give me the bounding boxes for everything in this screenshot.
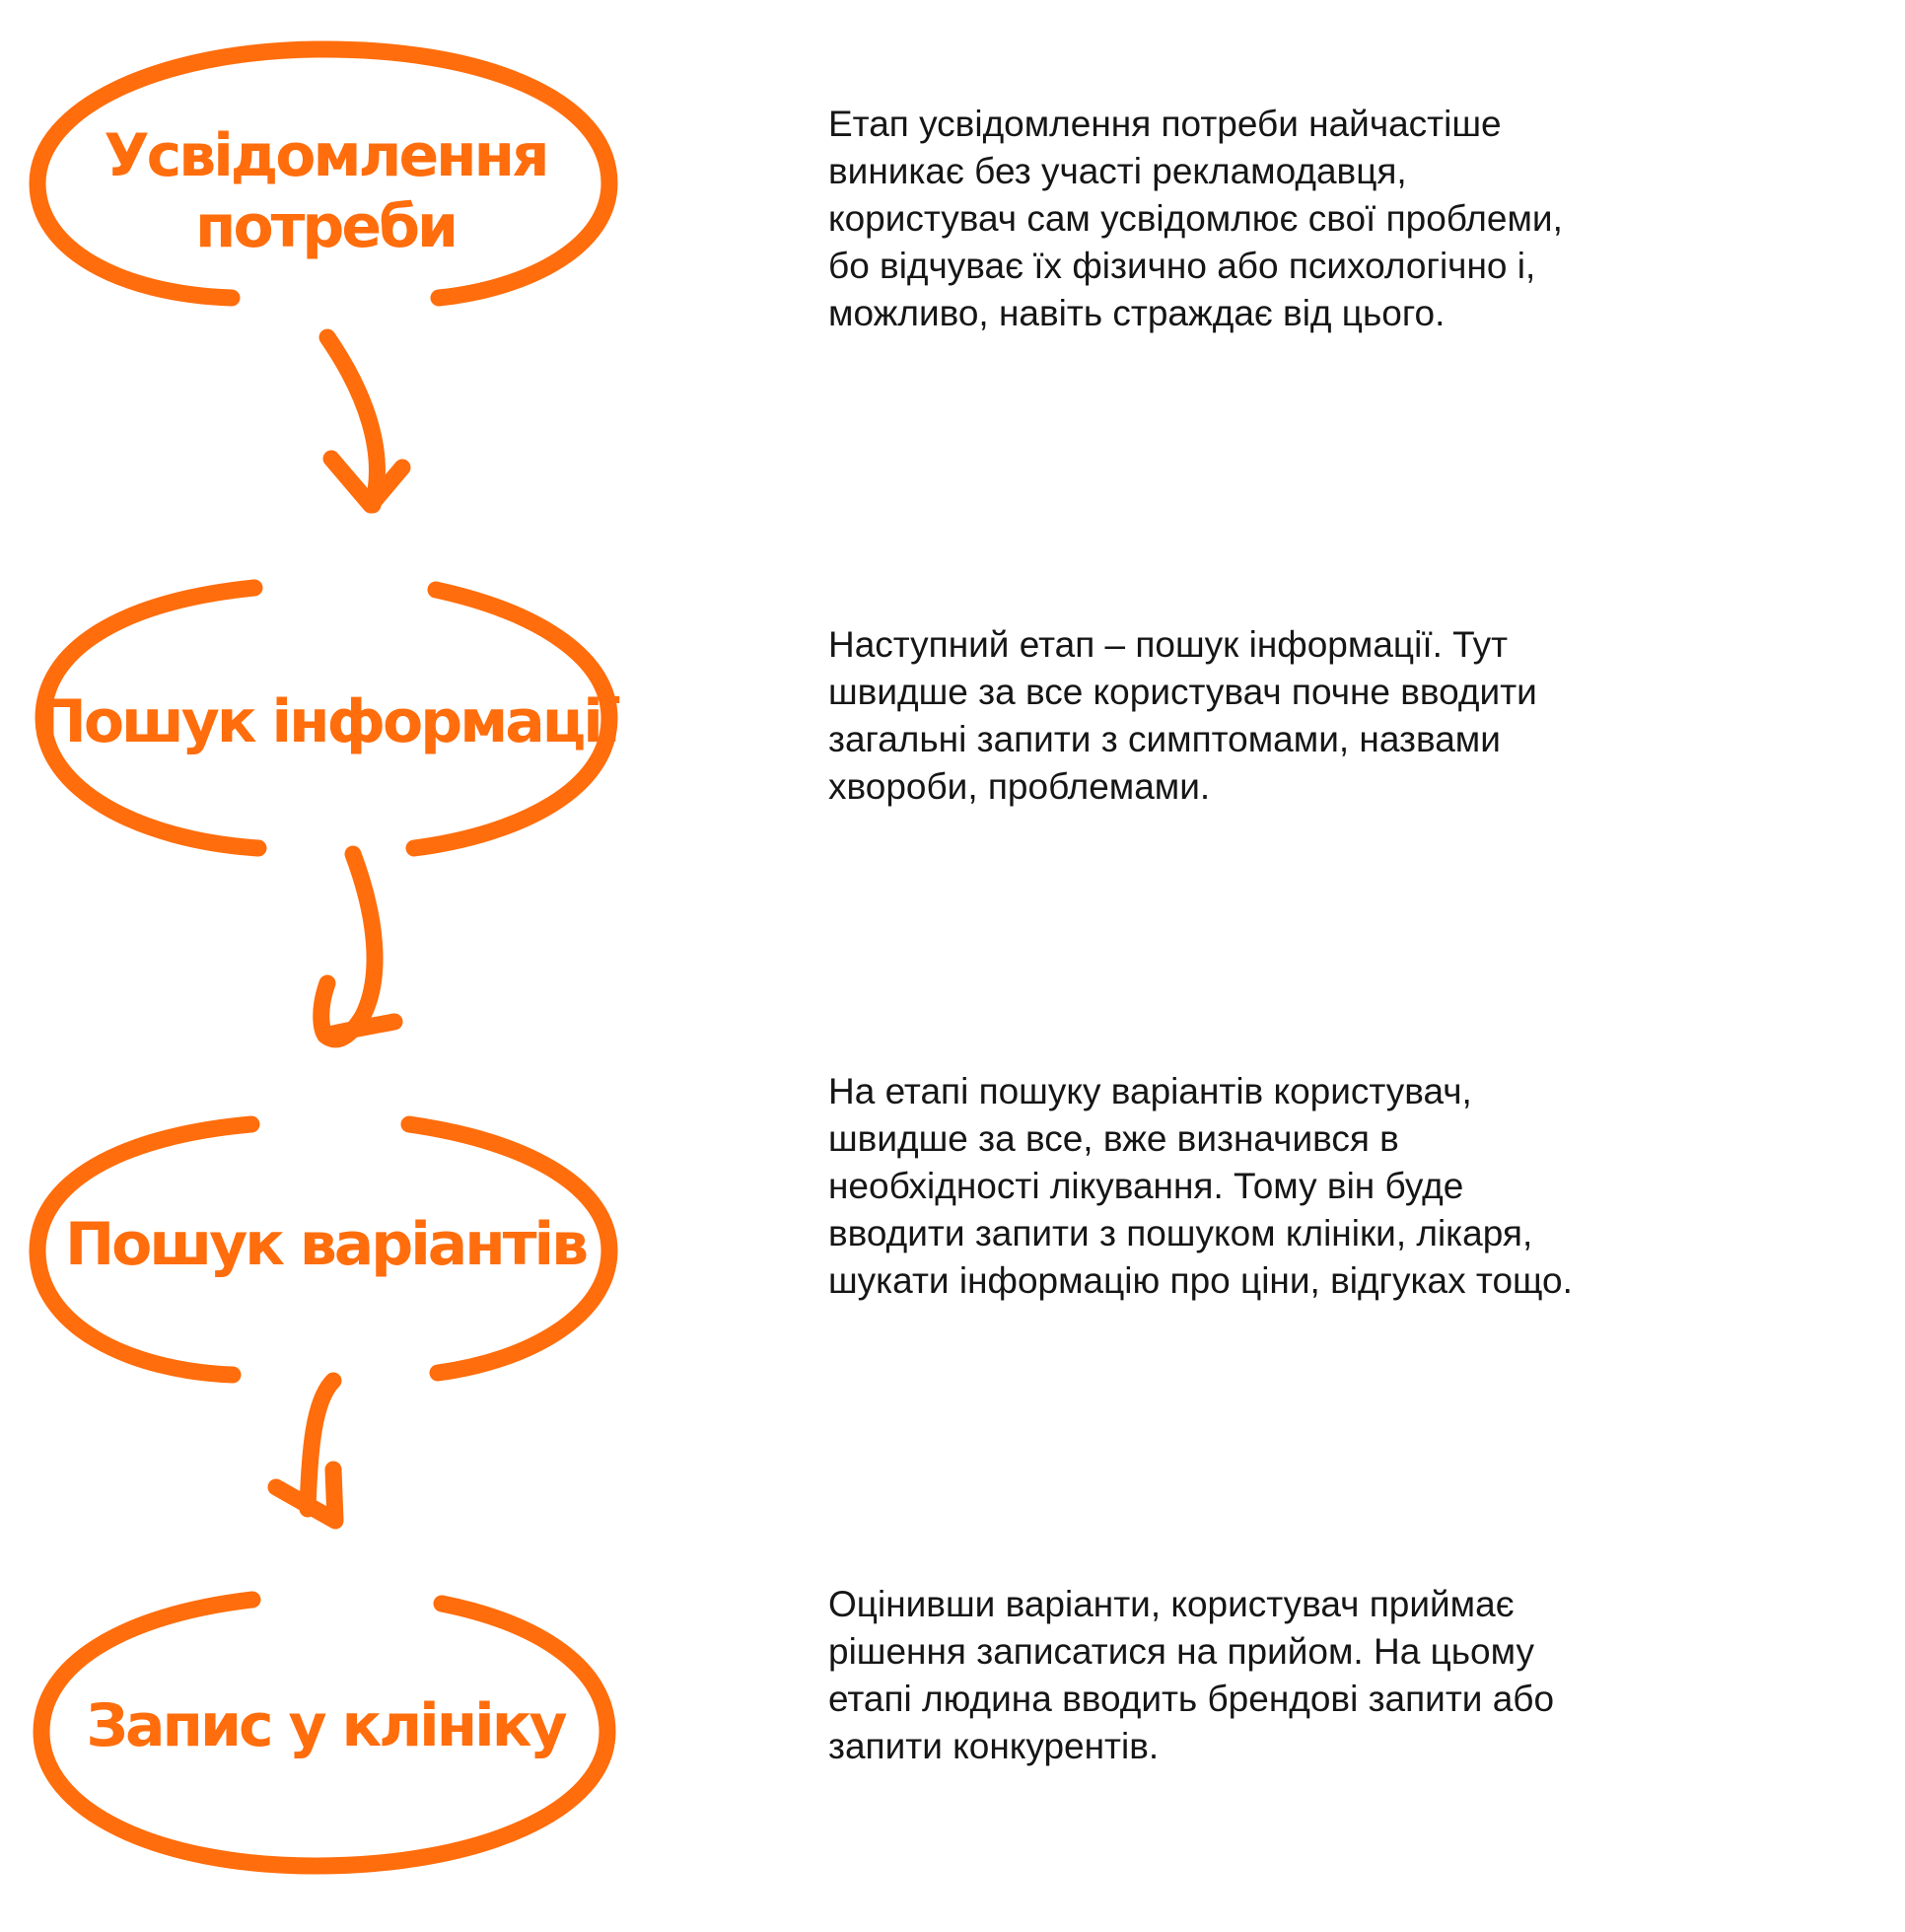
- stage-2-description: Наступний етап – пошук інформації. Тут швидше за все користувач почне вводити загальні запити з симптомами, назвами хвороби, проблемами.: [828, 624, 1537, 807]
- connector-arrow-3: [276, 1381, 335, 1521]
- stage-3-label: Пошук варіантів: [64, 1210, 587, 1279]
- stage-4-label: Запис у клініку: [86, 1691, 565, 1760]
- stage-1-label-line-1: Усвідомлення: [104, 121, 547, 190]
- stage-2-label: Пошук інформації: [36, 687, 618, 756]
- stage-4-description: Оцінивши варіанти, користувач приймає рішення записатися на прийом. На цьому етапі людина вводить брендові запити або запити конкурентів.: [828, 1584, 1555, 1766]
- stage-1-description: Етап усвідомлення потреби найчастіше виникає без участі рекламодавця, користувач сам усвідомлює свої проблеми, бо відчуває їх фізично або психологічно і, можливо, навіть страждає від цього.: [828, 104, 1563, 333]
- connector-arrow-2: [321, 854, 394, 1039]
- stage-3-description: На етапі пошуку варіантів користувач, швидше за все, вже визначився в необхідності лікування. Тому він буде вводити запити з пошуком клініки, лікаря, шукати інформацію про ціни, відгуках тощо.: [828, 1071, 1573, 1301]
- connector-arrow-1: [327, 337, 402, 505]
- stage-1-label-line-2: потреби: [194, 192, 457, 261]
